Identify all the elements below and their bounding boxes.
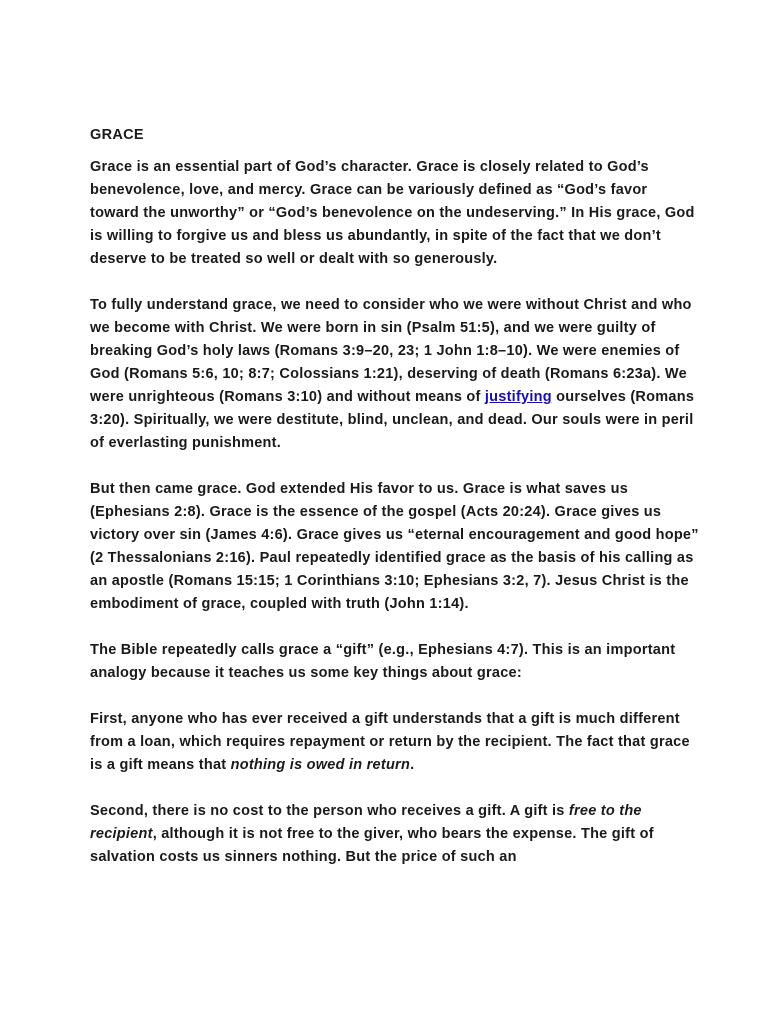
document-title: GRACE [90, 127, 144, 143]
paragraph-6-end: , although it is not free to the giver, who bears the expense. The gift of salvation costs us sinners nothing. But the price of such an [90, 826, 654, 865]
paragraph-5-emphasis: nothing is owed in return [230, 757, 411, 773]
paragraph-1: Grace is an essential part of God’s character. Grace is closely related to God’s benevolence, love, and mercy. Grace can be variously defined as “God’s favor toward the unworthy” or “God’s benevolence on the undeserving.” In His grace, God is willing to forgive us and bless us abundantly, in spite of the fact that we don’t deserve to be treated so well or dealt with so generously. [90, 159, 695, 267]
paragraph-6-text: Second, there is no cost to the person who receives a gift. A gift is [90, 803, 569, 819]
paragraph-5 [90, 708, 700, 777]
paragraph-5-text: First, anyone who has ever received a gift understands that a gift is much different from a loan, which requires repayment or return by the recipient. The fact that grace is a gift means that [90, 711, 690, 773]
paragraph-2-text-a: To fully understand grace, we need to consider who we were without Christ and who we become with Christ. We were born in sin (Psalm 51:5), and we were guilty of breaking God’s holy laws (Romans 3:9–20, 23; 1 John 1:8–10). We were enemies of God (Romans 5:6, 10; 8:7; Colossians 1:21), deserving of death (Romans 6:23a). We were unrighteous (Romans 3:10) and without means of [90, 297, 692, 405]
paragraph-2 [90, 294, 700, 455]
paragraph-6-emphasis: free to the recipient [90, 803, 642, 842]
paragraph-6 [90, 800, 700, 869]
paragraph-3: But then came grace. God extended His favor to us. Grace is what saves us (Ephesians 2:8). Grace is the essence of the gospel (Acts 20:24). Grace gives us victory over sin (James 4:6). Grace gives us “eternal encouragement and good hope” (2 Thessalonians 2:16). Paul repeatedly identified grace as the basis of his calling as an apostle (Romans 15:15; 1 Corinthians 3:10; Ephesians 3:2, 7). Jesus Christ is the embodiment of grace, coupled with truth (John 1:14). [90, 481, 699, 612]
paragraph-5-end: . [410, 757, 415, 773]
paragraph-4: The Bible repeatedly calls grace a “gift” (e.g., Ephesians 4:7). This is an important analogy because it teaches us some key things about grace: [90, 642, 676, 681]
paragraph-2-text-b: ourselves (Romans 3:20). Spiritually, we were destitute, blind, unclean, and dead. Our souls were in peril of everlasting punishment. [90, 389, 695, 451]
justifying-link[interactable]: justifying [484, 389, 552, 405]
document-page [90, 124, 700, 892]
